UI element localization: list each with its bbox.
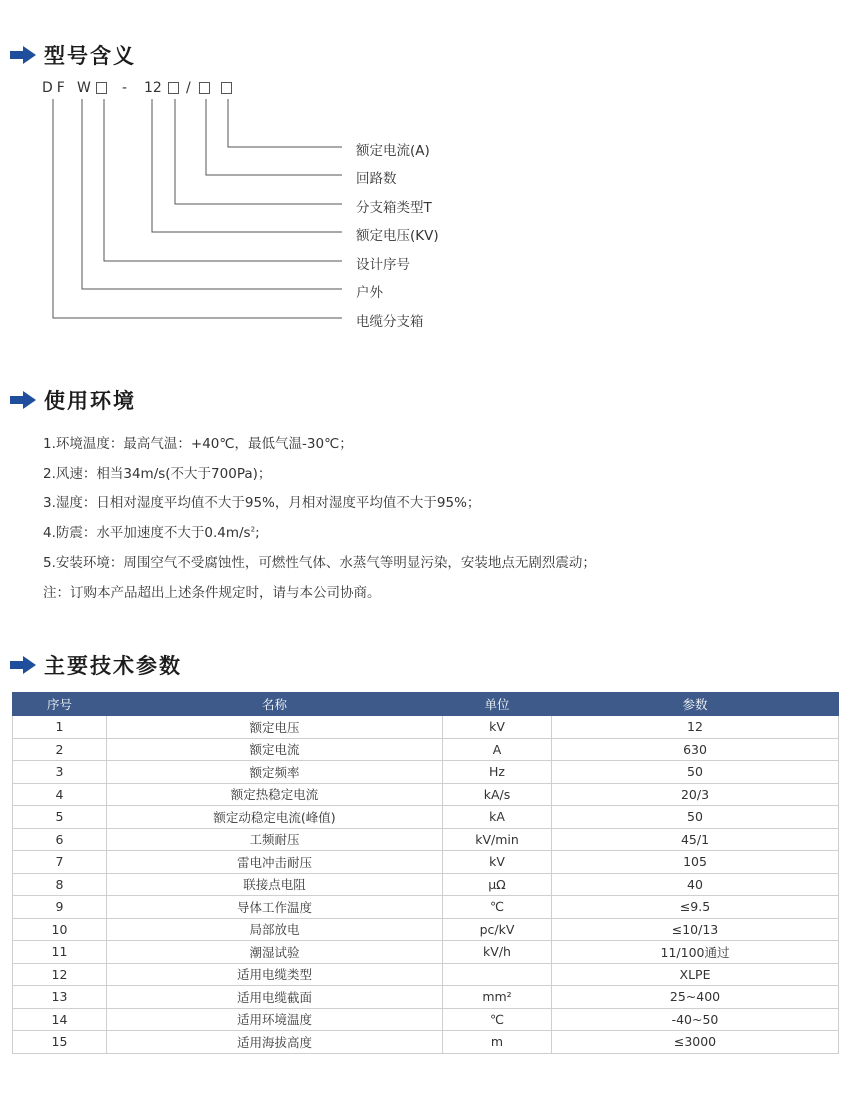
section-env-title (8, 385, 136, 415)
table-row (13, 941, 839, 964)
table-cell: 局部放电 (107, 918, 443, 941)
table-cell: 50 (552, 761, 839, 784)
table-row (13, 1008, 839, 1031)
table-cell: m (443, 1031, 552, 1054)
table-cell: 导体工作温度 (107, 896, 443, 919)
legend-item: 电缆分支箱 (356, 314, 424, 330)
env-line (43, 521, 260, 541)
table-cell: kV (443, 851, 552, 874)
table-cell: kV/h (443, 941, 552, 964)
table-cell: μΩ (443, 873, 552, 896)
arrow-right-icon (8, 389, 38, 411)
table-cell: 适用电缆截面 (107, 986, 443, 1009)
table-cell: A (443, 738, 552, 761)
table-cell: 4 (13, 783, 107, 806)
table-row (13, 761, 839, 784)
table-cell: 工频耐压 (107, 828, 443, 851)
table-cell: Hz (443, 761, 552, 784)
table-cell: 15 (13, 1031, 107, 1054)
table-cell: 630 (552, 738, 839, 761)
table-header-cell: 参数 (552, 693, 839, 716)
table-cell: 额定电流 (107, 738, 443, 761)
table-cell: 9 (13, 896, 107, 919)
section-params-title (8, 650, 182, 680)
table-cell: pc/kV (443, 918, 552, 941)
table-cell: 适用海拔高度 (107, 1031, 443, 1054)
env-line-end: ; (255, 525, 260, 541)
table-cell: 11/100通过 (552, 941, 839, 964)
table-cell: 7 (13, 851, 107, 874)
section-heading: 主要技术参数 (44, 654, 182, 678)
table-cell: 13 (13, 986, 107, 1009)
table-cell: 潮湿试验 (107, 941, 443, 964)
model-prefix: DF (42, 80, 69, 96)
table-cell: kA/s (443, 783, 552, 806)
table-cell: -40~50 (552, 1008, 839, 1031)
table-cell: 适用环境温度 (107, 1008, 443, 1031)
model-w: W (77, 80, 91, 96)
table-cell: 11 (13, 941, 107, 964)
table-cell: ≤10/13 (552, 918, 839, 941)
table-cell: 5 (13, 806, 107, 829)
table-row (13, 963, 839, 986)
table-cell: 25~400 (552, 986, 839, 1009)
table-row (13, 716, 839, 739)
legend-item: 设计序号 (356, 257, 410, 273)
table-row (13, 918, 839, 941)
table-cell: 额定热稳定电流 (107, 783, 443, 806)
table-cell: 12 (13, 963, 107, 986)
arrow-right-icon (8, 654, 38, 676)
table-cell (443, 963, 552, 986)
table-cell: 20/3 (552, 783, 839, 806)
table-header-cell: 序号 (13, 693, 107, 716)
table-row (13, 986, 839, 1009)
model-slash: / (186, 80, 191, 96)
legend-item: 回路数 (356, 171, 397, 187)
table-cell: 6 (13, 828, 107, 851)
table-row (13, 851, 839, 874)
env-line-sup: 2 (250, 525, 256, 534)
env-line: 2.风速：相当34m/s(不大于700Pa)； (43, 466, 272, 482)
table-cell: 14 (13, 1008, 107, 1031)
table-row (13, 783, 839, 806)
table-cell: 50 (552, 806, 839, 829)
model-voltage: 12 (144, 80, 162, 96)
table-cell: kA (443, 806, 552, 829)
table-cell: kV (443, 716, 552, 739)
table-cell: 雷电冲击耐压 (107, 851, 443, 874)
spec-table (12, 692, 839, 1054)
env-line: 1.环境温度：最高气温：+40℃，最低气温-30℃； (43, 436, 353, 452)
table-cell: 8 (13, 873, 107, 896)
env-line-text: 4.防震：水平加速度不大于0.4m/s (43, 525, 251, 541)
env-line: 注：订购本产品超出上述条件规定时，请与本公司协商。 (43, 585, 381, 601)
table-row (13, 896, 839, 919)
table-cell: 3 (13, 761, 107, 784)
table-cell: 适用电缆类型 (107, 963, 443, 986)
table-cell: mm² (443, 986, 552, 1009)
legend-item: 额定电流(A) (356, 143, 430, 159)
table-cell: 10 (13, 918, 107, 941)
table-cell: 45/1 (552, 828, 839, 851)
table-header-cell: 名称 (107, 693, 443, 716)
legend-item: 额定电压(KV) (356, 228, 439, 244)
table-cell: 1 (13, 716, 107, 739)
table-cell: 联接点电阻 (107, 873, 443, 896)
table-cell: kV/min (443, 828, 552, 851)
legend-item: 分支箱类型T (356, 200, 432, 216)
table-cell: 105 (552, 851, 839, 874)
legend-item: 户外 (356, 285, 383, 301)
table-header-cell: 单位 (443, 693, 552, 716)
table-cell: ≤3000 (552, 1031, 839, 1054)
table-header-row (13, 693, 839, 716)
table-cell: 额定动稳定电流(峰值) (107, 806, 443, 829)
table-cell: 额定电压 (107, 716, 443, 739)
table-cell: XLPE (552, 963, 839, 986)
table-row (13, 806, 839, 829)
model-dash: - (122, 80, 128, 96)
table-cell: 额定频率 (107, 761, 443, 784)
table-row (13, 1031, 839, 1054)
table-cell: 12 (552, 716, 839, 739)
section-heading: 型号含义 (44, 44, 136, 68)
env-line: 5.安装环境：周围空气不受腐蚀性，可燃性气体、水蒸气等明显污染，安装地点无剧烈震动； (43, 555, 596, 571)
table-row (13, 828, 839, 851)
table-cell: ℃ (443, 1008, 552, 1031)
table-row (13, 873, 839, 896)
table-cell: ℃ (443, 896, 552, 919)
table-row (13, 738, 839, 761)
section-heading: 使用环境 (44, 389, 136, 413)
table-body (13, 716, 839, 1054)
env-line: 3.湿度：日相对湿度平均值不大于95%，月相对湿度平均值不大于95%； (43, 495, 481, 511)
table-cell: 2 (13, 738, 107, 761)
table-cell: 40 (552, 873, 839, 896)
table-cell: ≤9.5 (552, 896, 839, 919)
model-diagram-lines (0, 0, 850, 340)
